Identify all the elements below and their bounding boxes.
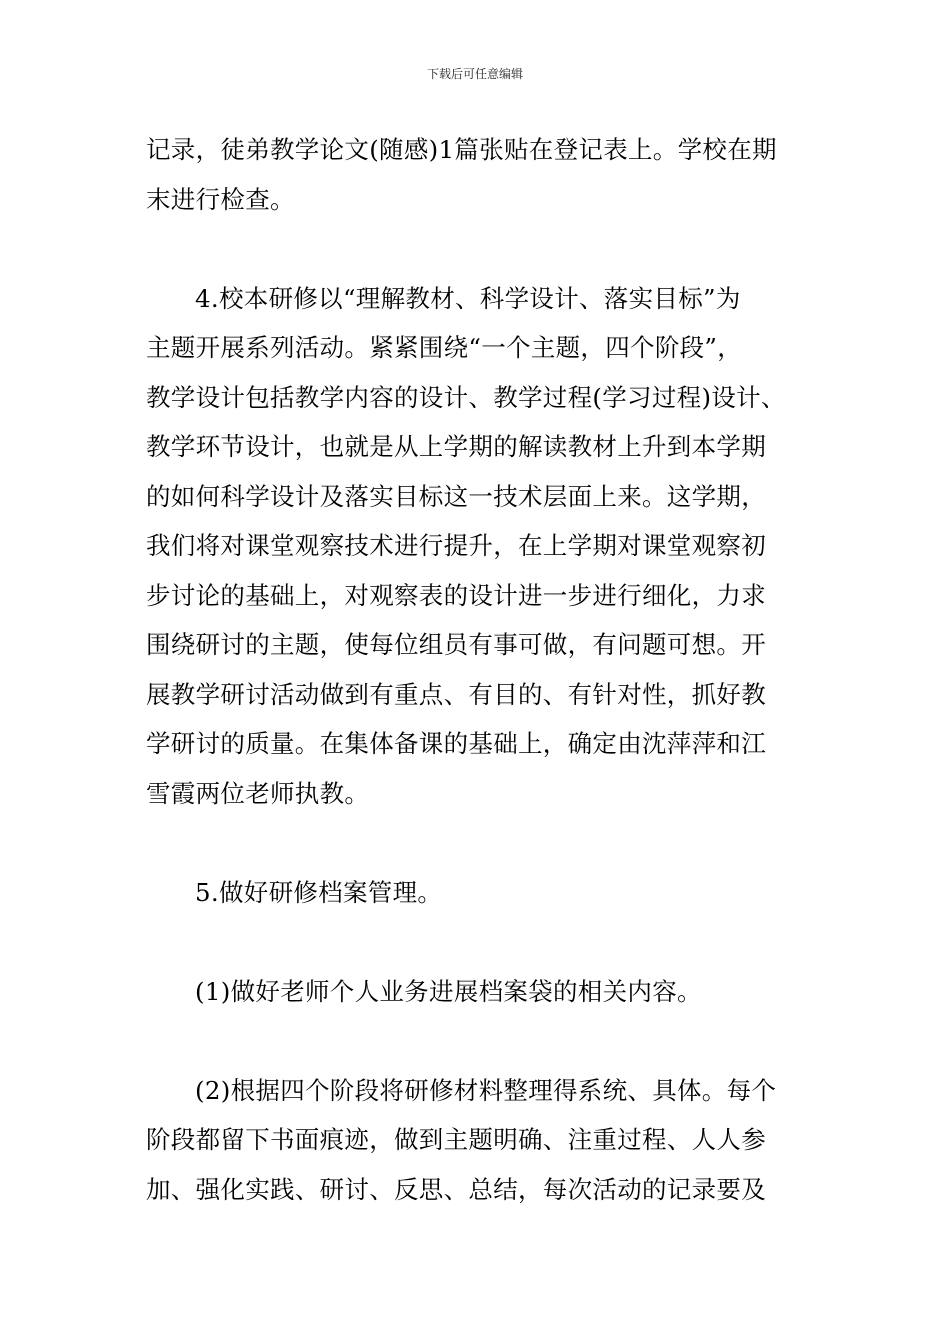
text-line: (2)根据四个阶段将研修材料整理得系统、具体。每个	[195, 1075, 777, 1105]
paragraph-spacer	[146, 818, 816, 868]
text-line: 加、强化实践、研讨、反思、总结，每次活动的记录要及	[146, 1174, 766, 1204]
paragraph	[146, 868, 816, 918]
page-header: 下载后可任意编辑	[426, 67, 523, 81]
text-line: 末进行检查。	[146, 184, 295, 214]
paragraph-spacer	[146, 224, 816, 274]
text-line: 记录，徒弟教学论文(随感)1篇张贴在登记表上。学校在期	[146, 135, 777, 164]
paragraph	[146, 1066, 816, 1215]
text-line: 展教学研讨活动做到有重点、有目的、有针对性，抓好教	[146, 679, 766, 709]
text-line: 教学环节设计，也就是从上学期的解读教材上升到本学期	[146, 432, 766, 461]
text-line: 教学设计包括教学内容的设计、教学过程(学习过程)设计、	[146, 382, 786, 412]
text-line: 5.做好研修档案管理。	[195, 877, 443, 907]
paragraph	[146, 274, 816, 819]
text-line: 我们将对课堂观察技术进行提升，在上学期对课堂观察初	[146, 531, 766, 560]
paragraph	[146, 125, 816, 224]
text-line: 的如何科学设计及落实目标这一技术层面上来。这学期，	[146, 481, 766, 511]
document-body	[146, 125, 816, 1214]
text-line: 步讨论的基础上，对观察表的设计进一步进行细化，力求	[146, 580, 766, 610]
text-line: (1)做好老师个人业务进展档案袋的相关内容。	[195, 976, 702, 1006]
paragraph-spacer	[146, 917, 816, 967]
text-line: 雪霞两位老师执教。	[146, 778, 370, 808]
paragraph-spacer	[146, 1016, 816, 1066]
paragraph	[146, 967, 816, 1017]
text-line: 学研讨的质量。在集体备课的基础上，确定由沈萍萍和江	[146, 729, 766, 758]
text-line: 围绕研讨的主题，使每位组员有事可做，有问题可想。开	[146, 630, 766, 659]
text-line: 阶段都留下书面痕迹，做到主题明确、注重过程、人人参	[146, 1125, 766, 1154]
text-line: 4.校本研修以“理解教材、科学设计、落实目标”为	[195, 283, 741, 313]
text-line: 主题开展系列活动。紧紧围绕“一个主题，四个阶段”，	[146, 333, 743, 362]
